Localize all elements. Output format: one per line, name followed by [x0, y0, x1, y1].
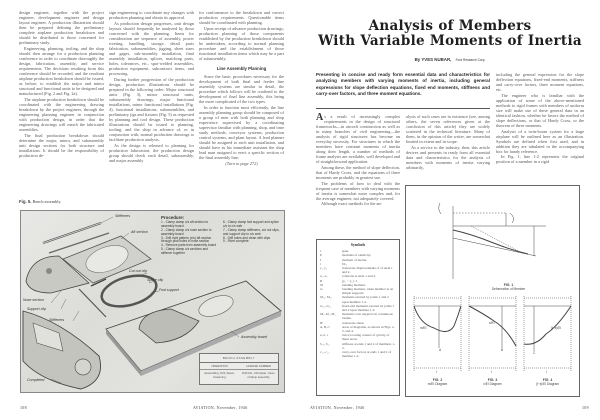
symbol-row — [320, 304, 396, 312]
figure-caption — [19, 199, 61, 204]
fig2-caption — [414, 378, 461, 386]
procedure-step: 5 - Clamp clamp c/s sections and stiffener together — [161, 247, 208, 256]
fig2-area-label: A — [439, 348, 442, 352]
symbol-definition: modulus of elasticity. — [342, 253, 372, 258]
procedure-step: 8 - Drill holes and clean with clips — [223, 235, 271, 240]
procedure-step: 4 - Remove parts from assembly board — [161, 243, 217, 248]
fig1-deflected-member — [453, 230, 528, 254]
paragraph: alysis of such cases are in existence (see, among others, the seven references given at the conclusion of this article) they are widely scattered in the technical literature. Many of them, in the opinion of the writer, are somewhat limited in extent and in scope. — [406, 114, 490, 145]
procedure-step: 9 - Rivet complete — [223, 239, 249, 244]
symbol-definition: rotations at ends 1 and 2. — [342, 274, 376, 279]
fig4-caption — [524, 378, 571, 386]
figure-caption-label: Fig. 5. — [19, 199, 32, 204]
symbol-definition: I/I₀. — [342, 261, 348, 266]
symbol-definition: moment of inertia. — [342, 257, 368, 262]
author: By YVES NUBAR, — [414, 57, 452, 62]
symbol-definition: stiffness at ends 1 and 2 of members 1-2. — [342, 341, 396, 350]
label-cut-out-clip: Cut out clip — [129, 269, 147, 273]
fig1-caption-text: Deformation of Member — [491, 287, 526, 291]
bench-assembly-photo — [20, 210, 285, 393]
symbol-row — [320, 342, 396, 350]
right-page — [300, 0, 600, 420]
fig3-area-label: B — [501, 348, 504, 352]
continuation-note: (Turn to page 272) — [225, 161, 258, 167]
drop-cap: A — [316, 112, 324, 123]
paragraph: The final production breakdown should determine the major, minor, and subassembly unit design sections for both structure and installations. It should be the responsibility of production de- — [19, 132, 104, 158]
fig1-moment-arrow-2 — [510, 213, 514, 223]
fig2-diagram — [414, 296, 461, 371]
label-stiffeners-bottom: Stiffeners — [49, 318, 65, 322]
symbol-definition: areas of diagrams, as shown in Figs. 2, 3, and 4. — [342, 324, 395, 334]
symbol-key: E — [320, 253, 323, 258]
figure-caption-text: Bench assembly. — [32, 199, 62, 204]
fig3-caption — [469, 378, 516, 386]
symbols-heading: Symbols — [350, 242, 366, 247]
fig1-title: FIG. 1 — [503, 283, 514, 287]
procedure-list — [161, 216, 281, 256]
fig1-moment-arrow-1 — [439, 203, 441, 214]
procedure-heading: Procedure: — [161, 215, 185, 220]
symbol-definition: twice locating centers of gravity of these areas. — [342, 333, 390, 342]
symbol-row — [320, 333, 396, 341]
symbol-definition: carry-over factors at ends 1 and 2 of member 1-2. — [342, 350, 392, 359]
page-number: 108 — [20, 405, 27, 410]
figures-diagram — [406, 186, 581, 398]
article-abstract: Presenting in concise and ready form essential data and characteristics for analyzing members with varying moments of inertia, including general expressions for slope deflection equations, fixed end moments, stiffness and carry-over factors, and three moment equations. — [316, 72, 490, 96]
fig4-area-label: C — [533, 351, 536, 355]
paragraph: The airplane production breakdown should be coordinated with the engineering drawing breakdown by the project engineer, through the engineering planning engineer in conjunction with production design, in order that the engineering drawings will match the fabricated assemblies. — [19, 96, 104, 133]
right-page-column-1 — [316, 114, 400, 207]
symbol-key: S₁₂, S₂₁ — [320, 341, 330, 346]
label-aft-section: Aft section — [131, 230, 148, 234]
symbol-key: H — [320, 320, 323, 325]
fig3-title: FIG. 3 — [487, 378, 498, 382]
right-page-column-3 — [496, 72, 584, 165]
procedure-step: 3 - Drill rivet pattern (c/s) aft section through pilot holes in nose section — [161, 235, 212, 244]
section-subheading: Line Assembly Planning — [216, 65, 267, 71]
paragraph: sign engineering to coordinate any changes with production planning and obtain its approval. — [109, 10, 194, 21]
procedure-steps-right — [223, 221, 281, 256]
symbol-key: M — [320, 282, 323, 287]
fig4-title: FIG. 4 — [542, 378, 553, 382]
paragraph: design engineer, together with the project engineer, development engineer and design layout engineer. A production illustration should then be prepared defining the preliminary complete airplane production breakdown and should be distributed to those concerned for preliminary study. — [19, 10, 104, 46]
procedure-steps-left — [161, 221, 219, 256]
symbol-key: m₁₂, m₂₁ — [320, 303, 332, 308]
right-page-column-2 — [406, 114, 490, 171]
fig1-caption — [481, 283, 536, 291]
title-block-heading: BENCH ASSEMBLY — [200, 354, 278, 363]
fig3-caption-text: x/EI Diagram — [483, 382, 502, 386]
symbol-definition: transverse shear. — [342, 320, 365, 325]
symbol-definition: bending moment, when member is on simple supports. — [342, 287, 394, 296]
label-nose-section: Nose section — [23, 298, 44, 302]
fig2-title: FIG. 2 — [432, 378, 443, 382]
fig4-curve-label: (l−x)/EI — [551, 326, 562, 330]
fig2-caption-text: m/EI Diagram — [427, 382, 448, 386]
fig4-span-label: l — [546, 370, 547, 374]
figures-box — [405, 185, 580, 397]
symbol-key: c₁₂, c₂₁ — [320, 350, 330, 355]
symbol-row — [320, 295, 396, 303]
article-title-line-1: Analysis of Members — [368, 18, 532, 34]
fig2-span-label: l — [436, 370, 437, 374]
symbol-row — [320, 287, 396, 295]
symbol-key: α₁, α₂ — [320, 274, 328, 279]
paragraph: Upon receipt of advance production drawings, production planning of those components established by the production breakdown should be undertaken, according to normal planning procedure and the establishment of those functional installation items which may be a part of subassembly. — [199, 25, 284, 61]
fig1-deformation-diagram — [439, 203, 546, 279]
paragraph — [316, 114, 400, 164]
label-fwd-support: Fwd support — [159, 288, 179, 292]
title-block-col-a: OPERATION — [211, 364, 228, 368]
paragraph: for conformance to the breakdown and correct production requirements. Questionable items should be coordinated with planning. — [199, 10, 284, 26]
symbol-key: l — [320, 249, 321, 254]
paragraph: In order to function most efficiently, the line assembly planning group should be composed of a group of men with both planning and shop experience supervised by a coordinating supervisor familiar with planning, shop, and time study methods, conveyor systems, production control systems, and plant layout. A lead planner should be assigned to each unit installation, and should have as his immediate assistant the shop lead man assigned to erect a specific section of the final assembly line; — [199, 104, 284, 161]
label-splice-clip: Splice clip — [147, 278, 164, 282]
symbol-key: A, B, C — [320, 324, 330, 329]
divider-rule — [316, 108, 490, 109]
magazine-footer: AVIATION, November, 1946 — [193, 405, 248, 410]
symbol-definition: moments over supports in continuous beams. — [342, 312, 393, 321]
symbols-list — [320, 249, 396, 358]
paragraph: As production design progresses, unit design layouts should frequently be analyzed by those concerned with the planning. Items for consideration are sequence of assembly, power riveting, handling, storage, detail parts fabrication, subassemblies, jigging, sheet sizes and gages, sub-assembly installation, final assembly installation, splices, matching parts, holes, tolerances, etc., spot-welded assemblies, production equipment, subcontract items, and processing. — [109, 20, 194, 77]
label-assembly-board: Assembly board — [241, 335, 267, 339]
symbol-definition: span. — [342, 249, 350, 254]
fig3-curve-label: x/EI — [489, 321, 495, 325]
symbol-definition: (y₂ − y₁) / l. — [342, 278, 359, 283]
paragraph: The problems of how to deal with the frequent case of members with varying moments of inertia is somewhat more complex and, for the average engineer, not adequately covered. — [316, 180, 401, 201]
fig4-diagram — [524, 296, 571, 371]
title-block-col-b: LICENSE NUMBER — [246, 364, 271, 368]
procedure-step: 6 - Clamp clamp fwd support and splice c/s to c/s web — [223, 219, 279, 228]
title-block-row-b: Drill bits - Drill plate, Cleco c/clamp assembly — [242, 371, 275, 379]
symbol-key: I — [320, 257, 322, 262]
symbol-definition: fixed-end moments exerted by joints 1 and 2 upon member 1-2. — [342, 303, 395, 313]
symbol-key: M₁₂, M₂₁ — [320, 295, 333, 300]
symbol-key: M₁, M₂, M₃ — [320, 312, 336, 317]
procedure-step: 1 - Clamp clamp c/s aft section to assembly board — [161, 219, 209, 228]
fig1-tangent — [471, 226, 524, 254]
fig3-span-label: l — [491, 370, 492, 374]
paragraph: As a service to the industry, then, this article derives and presents in ready form all essential data and characteristics for the analysis of members with moments of inertia varying arbitrarily, — [406, 144, 490, 170]
paragraph: During further progression of the production design, production illustrations should be prepared in the following order: Major structural units (Fig. 3), minor structural units, subassembly drawings, major functional installations, minor functional installations (Fig. 4), functional installations, subassemblies, and preliminary jigs and fixtures (Fig. 5) as requested by planning and tool design. These production illustrations should be issued to planning, tooling, and the shop in advance of, or in conjunction with, normal production drawings to facilitate production analysis. — [109, 76, 194, 143]
symbol-definition: moments exerted by joints 1 and 2 upon member 1-2. — [342, 295, 389, 304]
paragraph: In Fig. 1, line 1-2 represents the original position of a member in a rigid — [496, 154, 584, 165]
label-completed: Completed — [27, 378, 45, 382]
paragraph: Engineering, planning, tooling, and the shop should then arrange for a production planning conference in order to coordinate thoroughly the design, fabrication, assembly, and service requirements. The decisions resulting from this conference should be recorded, and the resultant airplane production breakdown should be issued, as before, to establish the major and minor structural and functional units to be designed and manufactured (Fig. 2 and Fig. 2a). — [19, 45, 104, 97]
byline — [300, 57, 600, 62]
page-number: 109 — [582, 405, 589, 410]
symbol-definition: transverse displacements of of ends 1 and 2. — [342, 266, 393, 275]
paragraph-text: s a result of increasingly complex requirements in the design of structural frameworks—in aircraft construction as well as in many branches of civil engineering—the analysis of rigid structures has become an everyday necessity. For structures in which the members have constant moments of inertia along their length, a number of methods of frame analysis are available, well developed and of straightforward application. — [316, 114, 400, 165]
symbol-row — [320, 312, 396, 320]
title-block-row-a: Assembling, Drill, Ream, Fastening — [204, 371, 235, 379]
symbol-definition: bending moment. — [342, 282, 366, 287]
left-page-column-1 — [19, 10, 104, 158]
symbol-key: a, b, c — [320, 333, 329, 338]
paragraph: including the general expression for the slope deflection equations, fixed-end moments, stiffness and carry-over factors, three moment equations, etc. — [496, 72, 584, 93]
magazine-footer: AVIATION, November, 1946 — [310, 405, 365, 410]
paragraph: As the design is released to planning for production fabrication, the production design group should check each detail, subassembly, and major assembly — [109, 142, 194, 163]
symbol-key: m — [320, 287, 323, 292]
affiliation: Ford Research Corp. — [455, 58, 486, 62]
paragraph: The engineer who is familiar with the application of some of the above-mentioned methods to rigid frames with members of uniform size will make use of these general data in an identical fashion, whether he favors the method of slope deflections, or that of Hardy Cross, or the theorem of three moments. — [496, 92, 584, 128]
fig4-caption-text: (l−x)/EI Diagram — [535, 382, 560, 386]
paragraph: Although exact methods for the an- — [321, 201, 382, 207]
drawing-title-block — [199, 353, 279, 385]
symbol-key: i — [320, 261, 321, 266]
paragraph: Since the basic procedures necessary for the development of both final and feeder line assembly systems are similar in detail, the procedure which follows will be confined to the development of final line assembly, this being the more complicated of the two types. — [199, 74, 284, 105]
symbol-key: R — [320, 278, 323, 283]
fig3-diagram — [469, 296, 516, 371]
procedure-step: 7 - Clamp clamp stiffeners, cut out clips, and support clip to c/s web — [223, 227, 280, 236]
symbol-row — [320, 266, 396, 274]
symbol-row — [320, 350, 396, 358]
symbol-row — [320, 325, 396, 333]
paragraph: Analysis of a twin-boom system for a large airplane will be outlined here as an illustration. Symbols are defined when first used, and in addition they are tabulated in the accompanying box for handy reference. — [496, 128, 584, 154]
left-page-column-3 — [199, 10, 284, 166]
symbols-box — [316, 239, 400, 396]
symbol-key: y₁, y₂ — [320, 266, 328, 271]
left-page-column-2 — [109, 10, 194, 163]
fig2-curve-label: m/EI — [420, 326, 427, 330]
procedure-step: 2 - Clamp clamp c/s nose section to assembly board — [161, 227, 212, 236]
paragraph: Among these, the method of slope deflection, that of Hardy Cross, and the equations of three moments are probably in greatest use. — [316, 164, 400, 181]
article-title-line-2: With Variable Moments of Inertia — [318, 33, 582, 49]
label-stiffeners-top: Stiffeners — [115, 214, 131, 218]
label-support-clip: Support clip — [27, 307, 46, 311]
